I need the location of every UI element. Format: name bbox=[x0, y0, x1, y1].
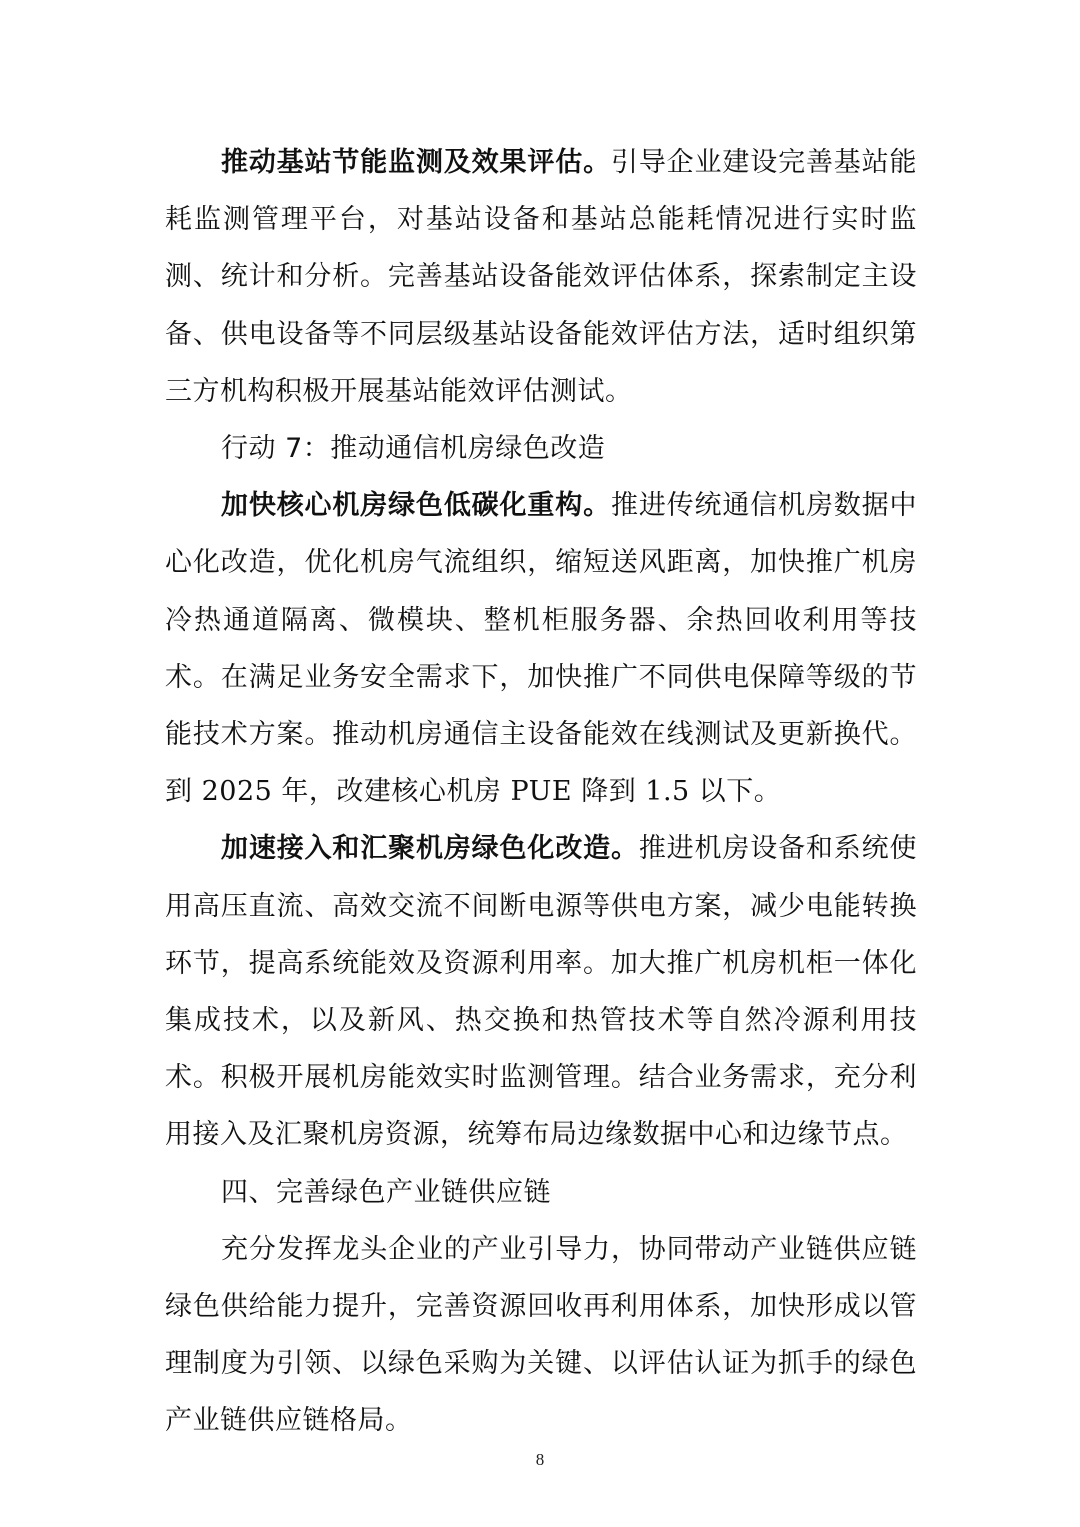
paragraph-access-room-upgrade bbox=[165, 820, 917, 1163]
paragraph-body: 引导企业建设完善基站能耗监测管理平台，对基站设备和基站总能耗情况进行实时监测、统计和分析。完善基站设备能效评估体系，探索制定主设备、供电设备等不同层级基站设备能效评估方法，适时组织第三方机构积极开展基站能效评估测试。 bbox=[165, 147, 918, 407]
paragraph-lead: 加速接入和汇聚机房绿色化改造。 bbox=[221, 833, 639, 865]
paragraph-base-station-monitoring bbox=[165, 134, 917, 420]
paragraph-core-room-rebuild bbox=[165, 477, 917, 820]
page-number: 8 bbox=[535, 1450, 545, 1469]
page-content bbox=[165, 134, 917, 1450]
action-heading: 行动 7：推动通信机房绿色改造 bbox=[221, 433, 606, 465]
paragraph-lead: 加快核心机房绿色低碳化重构。 bbox=[221, 490, 611, 522]
paragraph-body: 推进机房设备和系统使用高压直流、高效交流不间断电源等供电方案，减少电能转换环节，提高系统能效及资源利用率。加大推广机房机柜一体化集成技术，以及新风、热交换和热管技术等自然冷源利用技术。积极开展机房能效实时监测管理。结合业务需求，充分利用接入及汇聚机房资源，统筹布局边缘数据中心和边缘节点。 bbox=[165, 833, 917, 1151]
paragraph-body: 推进传统通信机房数据中心化改造，优化机房气流组织，缩短送风距离，加快推广机房冷热通道隔离、微模块、整机柜服务器、余热回收利用等技术。在满足业务安全需求下，加快推广不同供电保障等级的节能技术方案。推动机房通信主设备能效在线测试及更新换代。到 2025 年，改建核心机房 PUE 降到 1.5 以下。 bbox=[165, 490, 918, 808]
section-heading: 四、完善绿色产业链供应链 bbox=[221, 1176, 551, 1208]
paragraph-lead: 推动基站节能监测及效果评估。 bbox=[221, 147, 611, 178]
paragraph-supply-chain: 充分发挥龙头企业的产业引导力，协同带动产业链供应链绿色供给能力提升，完善资源回收再利用体系，加快形成以管理制度为引领、以绿色采购为关键、以评估认证为抓手的绿色产业链供应链格局。 bbox=[165, 1233, 917, 1437]
